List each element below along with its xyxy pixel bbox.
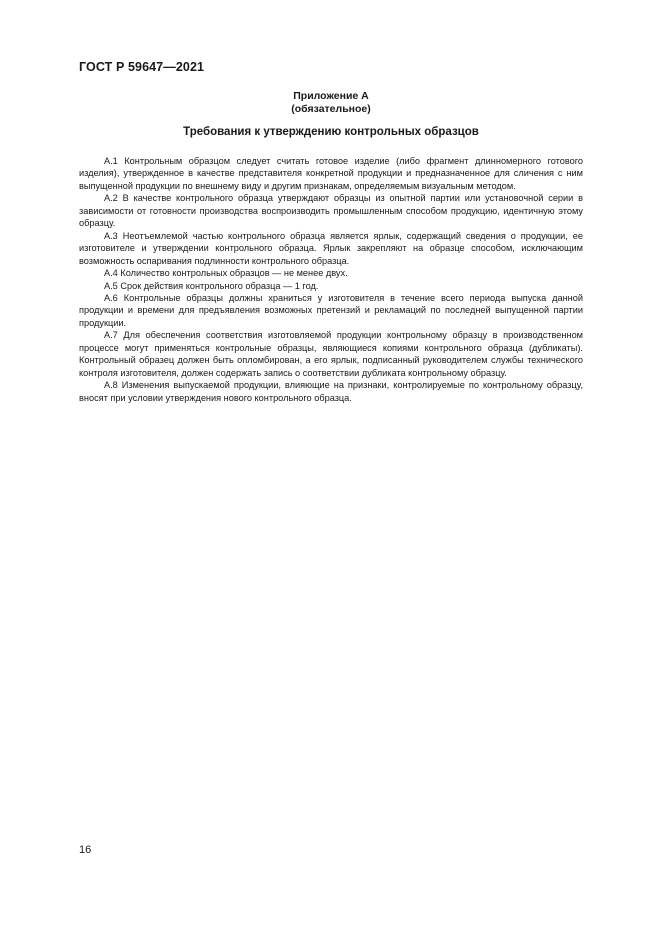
paragraph-a5: А.5 Срок действия контрольного образца — 1 год. bbox=[104, 280, 319, 291]
annex-body bbox=[79, 155, 583, 404]
paragraph-a3: А.3 Неотъемлемой частью контрольного образца является ярлык, содержащий сведения о продукции, ее изготовителе и утверждении контрольного образца. Ярлык закрепляют на образце способом, исключающим возможность оспаривания подлинности контрольного образца. bbox=[79, 230, 583, 266]
paragraph-a4: А.4 Количество контрольных образцов — не менее двух. bbox=[104, 268, 348, 279]
document-code: ГОСТ Р 59647—2021 bbox=[79, 60, 205, 74]
annex-label: Приложение А bbox=[293, 90, 369, 102]
paragraph-a7: А.7 Для обеспечения соответствия изготовляемой продукции контрольному образцу в производственном процессе могут применяться контрольные образцы, являющиеся копиями контрольного образца (дубликаты). Контрольный образец должен быть опломбирован, а его ярлык, подписанный руководителем службы технического контроля изготовителя, должен содержать запись о соответствии дубликата контрольному образцу. bbox=[79, 330, 583, 378]
paragraph-a6: А.6 Контрольные образцы должны храниться у изготовителя в течение всего периода выпуска данной продукции и времени для предъявления возможных претензий и рекламаций по последней выпущенной партии продукции. bbox=[79, 292, 583, 328]
paragraph-a1: А.1 Контрольным образцом следует считать готовое изделие (либо фрагмент длинномерного готового изделия), утвержденное в качестве представителя конкретной продукции и предназначенное для сличения с ним выпущенной продукции по внешнему виду и другим признакам, определяемым визуальным методом. bbox=[79, 156, 583, 191]
annex-title: Требования к утверждению контрольных образцов bbox=[183, 126, 479, 138]
paragraph-a8: А.8 Изменения выпускаемой продукции, влияющие на признаки, контролируемые по контрольному образцу, вносят при условии утверждения нового контрольного образца. bbox=[79, 380, 583, 403]
paragraph-a2: А.2 В качестве контрольного образца утверждают образцы из опытной партии или установочной серии в зависимости от готовности производства воспроизводить промышленным способом продукцию, идентичную этому образцу. bbox=[79, 193, 583, 229]
annex-heading bbox=[79, 90, 583, 116]
page-number: 16 bbox=[79, 844, 92, 856]
annex-status: (обязательное) bbox=[291, 103, 371, 115]
